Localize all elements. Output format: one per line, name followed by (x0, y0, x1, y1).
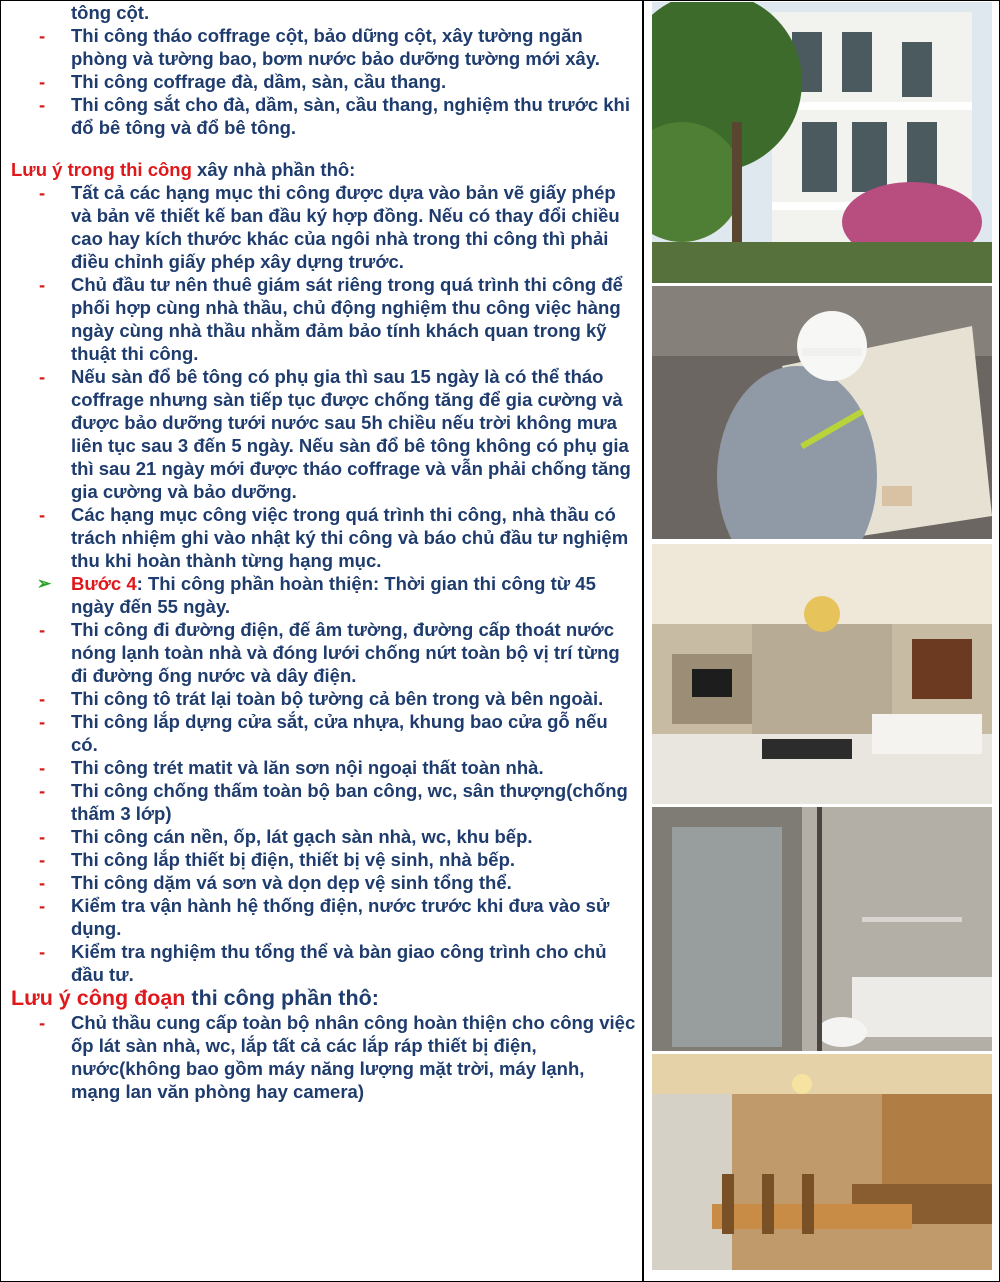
step-4-item: ➢ Bước 4: Thi công phần hoàn thiện: Thời gian thi công từ 45 ngày đến 55 ngày. (37, 573, 596, 617)
dash-bullet: - (39, 757, 46, 778)
kitchen-dining-photo (652, 1054, 992, 1270)
list-item: - Chủ đầu tư nên thuê giám sát riêng trong quá trình thi công để phối hợp cùng nhà thầu, chủ động nghiệm thu công việc hàng ngày cùng nhà thầu nhằm đảm bảo tính khách quan trong kỹ thuật thi công. (39, 274, 623, 364)
dash-bullet: - (39, 182, 46, 203)
list-item: - Thi công lắp dựng cửa sắt, cửa nhựa, khung bao cửa gỗ nếu có. (39, 711, 608, 755)
arrow-bullet-icon: ➢ (37, 574, 52, 593)
dash-bullet: - (39, 711, 46, 732)
dash-bullet: - (39, 895, 46, 916)
list-item: - Thi công dặm vá sơn và dọn dẹp vệ sinh tổng thể. (39, 872, 512, 893)
dash-bullet: - (39, 688, 46, 709)
dash-bullet: - (39, 274, 46, 295)
text-column (1, 1, 644, 1281)
construction-note-heading: Lưu ý trong thi công xây nhà phần thô: (11, 159, 356, 180)
list-item: tông cột. (71, 2, 150, 23)
list-item: - Tất cả các hạng mục thi công được dựa vào bản vẽ giấy phép và bản vẽ thiết kế ban đầu ký hợp đồng. Nếu có thay đổi chiều cao hay kích thước khác của ngôi nhà trong thi công thì phải điều chỉnh giấy phép xây dựng trước. (39, 182, 620, 272)
dash-bullet: - (39, 849, 46, 870)
dash-bullet: - (39, 71, 46, 92)
dash-bullet: - (39, 872, 46, 893)
dash-bullet: - (39, 1012, 46, 1033)
list-item: - Kiểm tra vận hành hệ thống điện, nước trước khi đưa vào sử dụng. (39, 895, 610, 939)
list-item: - Chủ thầu cung cấp toàn bộ nhân công hoàn thiện cho công việc ốp lát sàn nhà, wc, lắp tất cả các lắp ráp thiết bị điện, nước(không bao gồm máy năng lượng mặt trời, máy lạnh, mạng lan văn phòng hay camera) (39, 1012, 636, 1102)
image-column (644, 1, 999, 1281)
dash-bullet: - (39, 25, 46, 46)
list-item: - Thi công sắt cho đà, dầm, sàn, cầu thang, nghiệm thu trước khi đổ bê tông và đổ bê tông. (39, 94, 631, 138)
list-item: - Nếu sàn đổ bê tông có phụ gia thì sau 15 ngày là có thể tháo coffrage nhưng sàn tiếp tục được chống tăng để gia cường và được bảo dưỡng tưới nước sau 5h chiều nếu trời không mưa liên tục sau 3 đến 5 ngày. Nếu sàn đổ bê tông không có phụ gia thì sau 21 ngày mới được tháo coffrage và vẫn phải chống tăng gia cường và bảo dưỡng. (39, 366, 631, 502)
dash-bullet: - (39, 619, 46, 640)
list-item: - Các hạng mục công việc trong quá trình thi công, nhà thầu có trách nhiệm ghi vào nhật ký thi công và báo chủ đầu tư nghiệm thu khi hoàn thành từng hạng mục. (39, 504, 629, 571)
list-item: - Thi công chống thấm toàn bộ ban công, wc, sân thượng(chống thấm 3 lớp) (39, 780, 628, 824)
list-item: - Thi công cán nền, ốp, lát gạch sàn nhà, wc, khu bếp. (39, 826, 533, 847)
list-item: - Thi công lắp thiết bị điện, thiết bị vệ sinh, nhà bếp. (39, 849, 516, 870)
list-item: - Thi công coffrage đà, dầm, sàn, cầu thang. (39, 71, 447, 92)
dash-bullet: - (39, 504, 46, 525)
bathroom-photo (652, 807, 992, 1051)
dash-bullet: - (39, 780, 46, 801)
tile-worker-photo (652, 286, 992, 539)
villa-exterior-photo (652, 2, 992, 283)
dash-bullet: - (39, 94, 46, 115)
list-item: - Thi công đi đường điện, đế âm tường, đường cấp thoát nước nóng lạnh toàn nhà và đóng lưới chống nứt toàn bộ vị trí từng đi đường ống nước và dây điện. (39, 619, 620, 686)
rough-stage-note-heading: Lưu ý công đoạn thi công phần thô: (11, 986, 379, 1010)
list-item: - Thi công tháo coffrage cột, bảo dững cột, xây tường ngăn phòng và tường bao, bơm nước bảo dưỡng tường mới xây. (39, 25, 600, 69)
dash-bullet: - (39, 826, 46, 847)
dash-bullet: - (39, 941, 46, 962)
list-item: - Thi công trét matit và lăn sơn nội ngoại thất toàn nhà. (39, 757, 544, 778)
living-room-photo (652, 544, 992, 804)
dash-bullet: - (39, 366, 46, 387)
list-item: - Kiểm tra nghiệm thu tổng thể và bàn giao công trình cho chủ đầu tư. (39, 941, 607, 985)
list-item: - Thi công tô trát lại toàn bộ tường cả bên trong và bên ngoài. (39, 688, 604, 709)
